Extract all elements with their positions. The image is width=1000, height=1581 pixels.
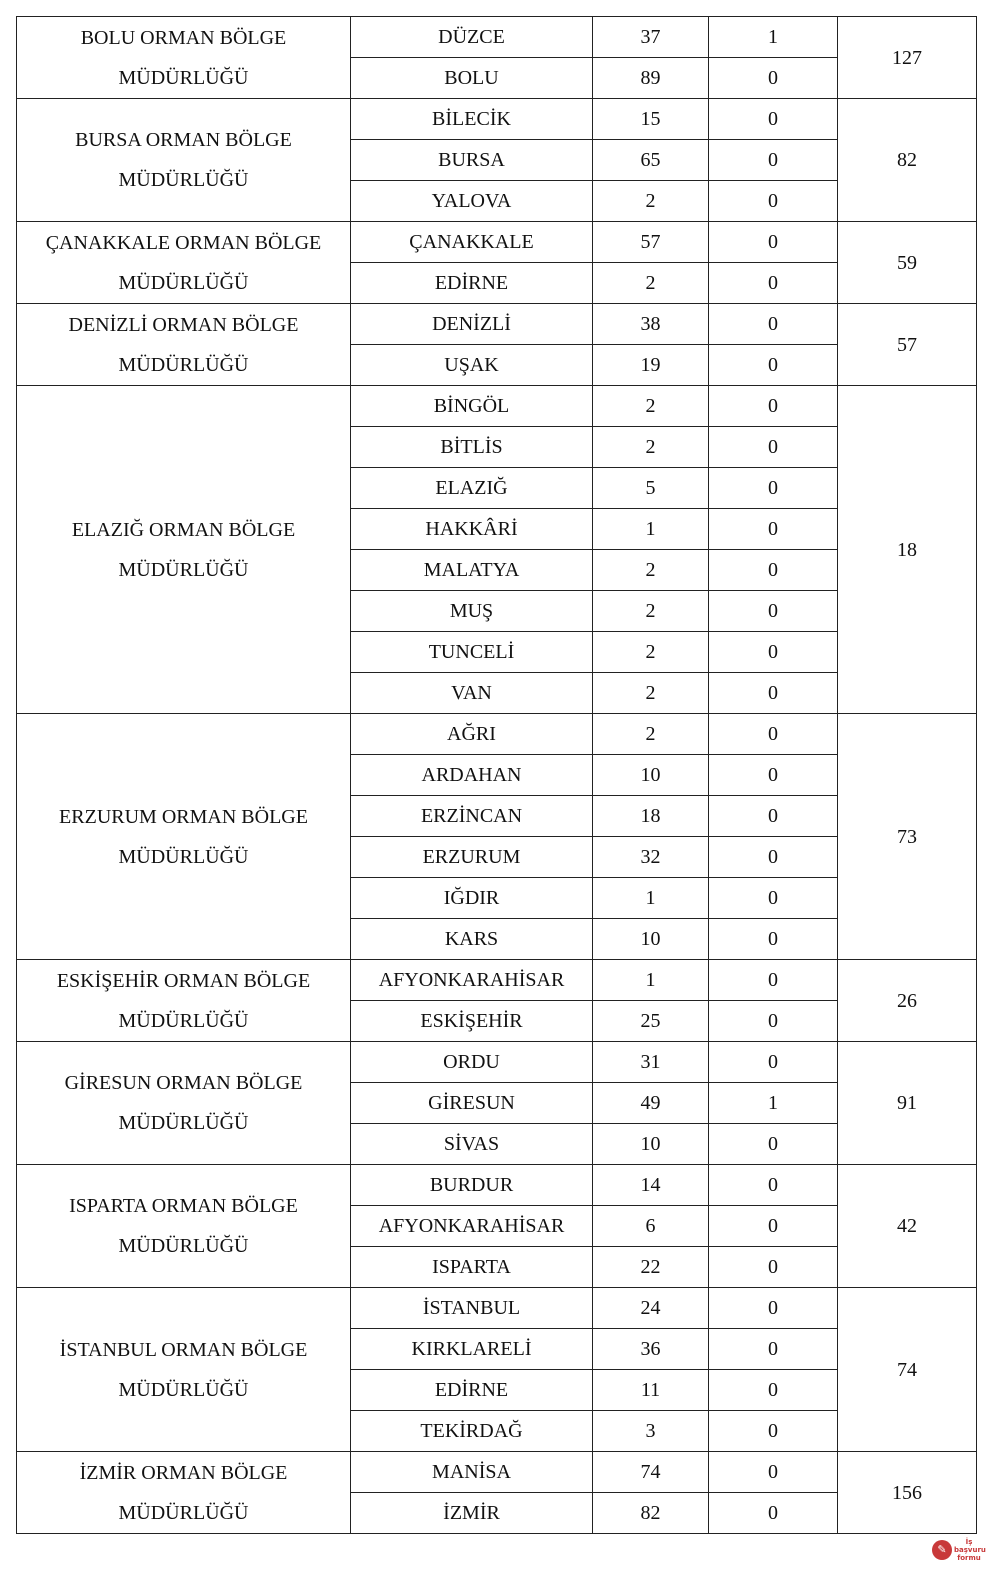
province-cell: BİTLİS (351, 427, 593, 468)
region-name-line: MÜDÜRLÜĞÜ (118, 558, 249, 581)
region-name-line: İSTANBUL ORMAN BÖLGE (59, 1338, 308, 1361)
watermark-logo (932, 1538, 1000, 1562)
region-name-cell (17, 1288, 351, 1452)
secondary-count-cell: 0 (709, 837, 838, 878)
province-cell: AFYONKARAHİSAR (351, 1206, 593, 1247)
count-cell: 24 (593, 1288, 709, 1329)
secondary-count-cell: 0 (709, 222, 838, 263)
table-row (17, 17, 977, 58)
count-cell: 11 (593, 1370, 709, 1411)
count-cell: 89 (593, 58, 709, 99)
province-cell: SİVAS (351, 1124, 593, 1165)
province-cell: GİRESUN (351, 1083, 593, 1124)
secondary-count-cell: 0 (709, 714, 838, 755)
region-name-line: İZMİR ORMAN BÖLGE (79, 1461, 288, 1484)
secondary-count-cell: 0 (709, 140, 838, 181)
count-cell: 3 (593, 1411, 709, 1452)
count-cell: 2 (593, 263, 709, 304)
secondary-count-cell: 0 (709, 1411, 838, 1452)
count-cell: 2 (593, 181, 709, 222)
province-cell: TEKİRDAĞ (351, 1411, 593, 1452)
secondary-count-cell: 0 (709, 878, 838, 919)
region-name-cell (17, 386, 351, 714)
region-name-line: ERZURUM ORMAN BÖLGE (59, 805, 308, 828)
secondary-count-cell: 0 (709, 591, 838, 632)
region-total-cell: 18 (838, 386, 977, 714)
region-name-line: MÜDÜRLÜĞÜ (118, 1235, 249, 1257)
province-cell: DENİZLİ (351, 304, 593, 345)
region-name-cell (17, 304, 351, 386)
province-cell: BOLU (351, 58, 593, 99)
region-total-cell: 127 (838, 17, 977, 99)
region-name-cell (17, 1452, 351, 1534)
secondary-count-cell: 0 (709, 468, 838, 509)
region-total-cell: 57 (838, 304, 977, 386)
count-cell: 5 (593, 468, 709, 509)
province-cell: BURSA (351, 140, 593, 181)
count-cell: 31 (593, 1042, 709, 1083)
count-cell: 6 (593, 1206, 709, 1247)
secondary-count-cell: 1 (709, 1083, 838, 1124)
count-cell: 2 (593, 591, 709, 632)
secondary-count-cell: 0 (709, 263, 838, 304)
count-cell: 15 (593, 99, 709, 140)
province-cell: İSTANBUL (351, 1288, 593, 1329)
secondary-count-cell: 0 (709, 509, 838, 550)
watermark-text: İş başvuru formu (954, 1538, 986, 1562)
form-icon: ✎ (932, 1540, 952, 1560)
count-cell: 10 (593, 755, 709, 796)
province-cell: BİNGÖL (351, 386, 593, 427)
secondary-count-cell: 0 (709, 1206, 838, 1247)
region-name-cell (17, 714, 351, 960)
secondary-count-cell: 0 (709, 1247, 838, 1288)
secondary-count-cell: 0 (709, 58, 838, 99)
region-name-cell (17, 1165, 351, 1288)
secondary-count-cell: 0 (709, 1001, 838, 1042)
count-cell: 65 (593, 140, 709, 181)
region-total-cell: 42 (838, 1165, 977, 1288)
count-cell: 2 (593, 427, 709, 468)
region-name-cell (17, 960, 351, 1042)
secondary-count-cell: 0 (709, 1165, 838, 1206)
count-cell: 1 (593, 509, 709, 550)
province-cell: BURDUR (351, 1165, 593, 1206)
count-cell: 2 (593, 550, 709, 591)
secondary-count-cell: 0 (709, 427, 838, 468)
regional-directorate-table (16, 16, 977, 1534)
region-name-line: MÜDÜRLÜĞÜ (118, 271, 249, 294)
region-name-line: MÜDÜRLÜĞÜ (118, 845, 249, 868)
province-cell: AFYONKARAHİSAR (351, 960, 593, 1001)
secondary-count-cell: 0 (709, 99, 838, 140)
secondary-count-cell: 0 (709, 673, 838, 714)
province-cell: TUNCELİ (351, 632, 593, 673)
count-cell: 2 (593, 632, 709, 673)
region-name-line: BOLU ORMAN BÖLGE (80, 26, 287, 49)
table-row (17, 1165, 977, 1206)
count-cell: 25 (593, 1001, 709, 1042)
province-cell: ISPARTA (351, 1247, 593, 1288)
secondary-count-cell: 1 (709, 17, 838, 58)
region-name-line: ISPARTA ORMAN BÖLGE (69, 1195, 298, 1217)
count-cell: 19 (593, 345, 709, 386)
region-total-cell: 82 (838, 99, 977, 222)
table-row (17, 1452, 977, 1493)
province-cell: ORDU (351, 1042, 593, 1083)
table-row (17, 386, 977, 427)
count-cell: 18 (593, 796, 709, 837)
secondary-count-cell: 0 (709, 550, 838, 591)
region-name-line: GİRESUN ORMAN BÖLGE (64, 1072, 303, 1094)
secondary-count-cell: 0 (709, 1493, 838, 1534)
secondary-count-cell: 0 (709, 1288, 838, 1329)
secondary-count-cell: 0 (709, 386, 838, 427)
table-row (17, 1288, 977, 1329)
province-cell: EDİRNE (351, 263, 593, 304)
secondary-count-cell: 0 (709, 1329, 838, 1370)
count-cell: 10 (593, 1124, 709, 1165)
region-name-line: ESKİŞEHİR ORMAN BÖLGE (56, 969, 311, 992)
province-cell: ESKİŞEHİR (351, 1001, 593, 1042)
count-cell: 74 (593, 1452, 709, 1493)
region-name-line: MÜDÜRLÜĞÜ (118, 169, 249, 191)
count-cell: 82 (593, 1493, 709, 1534)
region-name-line: MÜDÜRLÜĞÜ (118, 1378, 249, 1401)
province-cell: KIRKLARELİ (351, 1329, 593, 1370)
count-cell: 57 (593, 222, 709, 263)
region-name-cell (17, 17, 351, 99)
secondary-count-cell: 0 (709, 632, 838, 673)
secondary-count-cell: 0 (709, 1452, 838, 1493)
secondary-count-cell: 0 (709, 919, 838, 960)
region-name-line: BURSA ORMAN BÖLGE (75, 129, 292, 151)
province-cell: BİLECİK (351, 99, 593, 140)
province-cell: AĞRI (351, 714, 593, 755)
count-cell: 36 (593, 1329, 709, 1370)
region-total-cell: 156 (838, 1452, 977, 1534)
count-cell: 1 (593, 960, 709, 1001)
province-cell: MALATYA (351, 550, 593, 591)
count-cell: 32 (593, 837, 709, 878)
count-cell: 38 (593, 304, 709, 345)
region-name-line: MÜDÜRLÜĞÜ (118, 353, 249, 376)
province-cell: ÇANAKKALE (351, 222, 593, 263)
region-name-line: ÇANAKKALE ORMAN BÖLGE (45, 231, 322, 254)
province-cell: ARDAHAN (351, 755, 593, 796)
secondary-count-cell: 0 (709, 181, 838, 222)
region-name-line: MÜDÜRLÜĞÜ (118, 1009, 249, 1032)
province-cell: İZMİR (351, 1493, 593, 1534)
province-cell: VAN (351, 673, 593, 714)
province-cell: MANİSA (351, 1452, 593, 1493)
region-total-cell: 91 (838, 1042, 977, 1165)
table-row (17, 960, 977, 1001)
region-name-cell (17, 222, 351, 304)
province-cell: ELAZIĞ (351, 468, 593, 509)
secondary-count-cell: 0 (709, 345, 838, 386)
secondary-count-cell: 0 (709, 796, 838, 837)
secondary-count-cell: 0 (709, 1370, 838, 1411)
region-total-cell: 73 (838, 714, 977, 960)
province-cell: ERZURUM (351, 837, 593, 878)
secondary-count-cell: 0 (709, 1124, 838, 1165)
province-cell: MUŞ (351, 591, 593, 632)
count-cell: 2 (593, 714, 709, 755)
secondary-count-cell: 0 (709, 304, 838, 345)
count-cell: 2 (593, 673, 709, 714)
region-name-line: MÜDÜRLÜĞÜ (118, 1112, 249, 1134)
count-cell: 14 (593, 1165, 709, 1206)
region-total-cell: 59 (838, 222, 977, 304)
table-row (17, 714, 977, 755)
table-row (17, 1042, 977, 1083)
count-cell: 1 (593, 878, 709, 919)
count-cell: 49 (593, 1083, 709, 1124)
province-cell: DÜZCE (351, 17, 593, 58)
province-cell: HAKKÂRİ (351, 509, 593, 550)
region-name-line: ELAZIĞ ORMAN BÖLGE (71, 518, 296, 541)
province-cell: ERZİNCAN (351, 796, 593, 837)
province-cell: KARS (351, 919, 593, 960)
count-cell: 10 (593, 919, 709, 960)
region-total-cell: 74 (838, 1288, 977, 1452)
count-cell: 37 (593, 17, 709, 58)
count-cell: 22 (593, 1247, 709, 1288)
region-name-cell (17, 99, 351, 222)
region-total-cell: 26 (838, 960, 977, 1042)
table-row (17, 99, 977, 140)
table-row (17, 222, 977, 263)
province-cell: IĞDIR (351, 878, 593, 919)
region-name-line: MÜDÜRLÜĞÜ (118, 66, 249, 89)
secondary-count-cell: 0 (709, 1042, 838, 1083)
secondary-count-cell: 0 (709, 755, 838, 796)
province-cell: YALOVA (351, 181, 593, 222)
secondary-count-cell: 0 (709, 960, 838, 1001)
table-row (17, 304, 977, 345)
province-cell: EDİRNE (351, 1370, 593, 1411)
count-cell: 2 (593, 386, 709, 427)
region-name-line: MÜDÜRLÜĞÜ (118, 1501, 249, 1524)
region-name-line: DENİZLİ ORMAN BÖLGE (68, 313, 299, 336)
province-cell: UŞAK (351, 345, 593, 386)
region-name-cell (17, 1042, 351, 1165)
